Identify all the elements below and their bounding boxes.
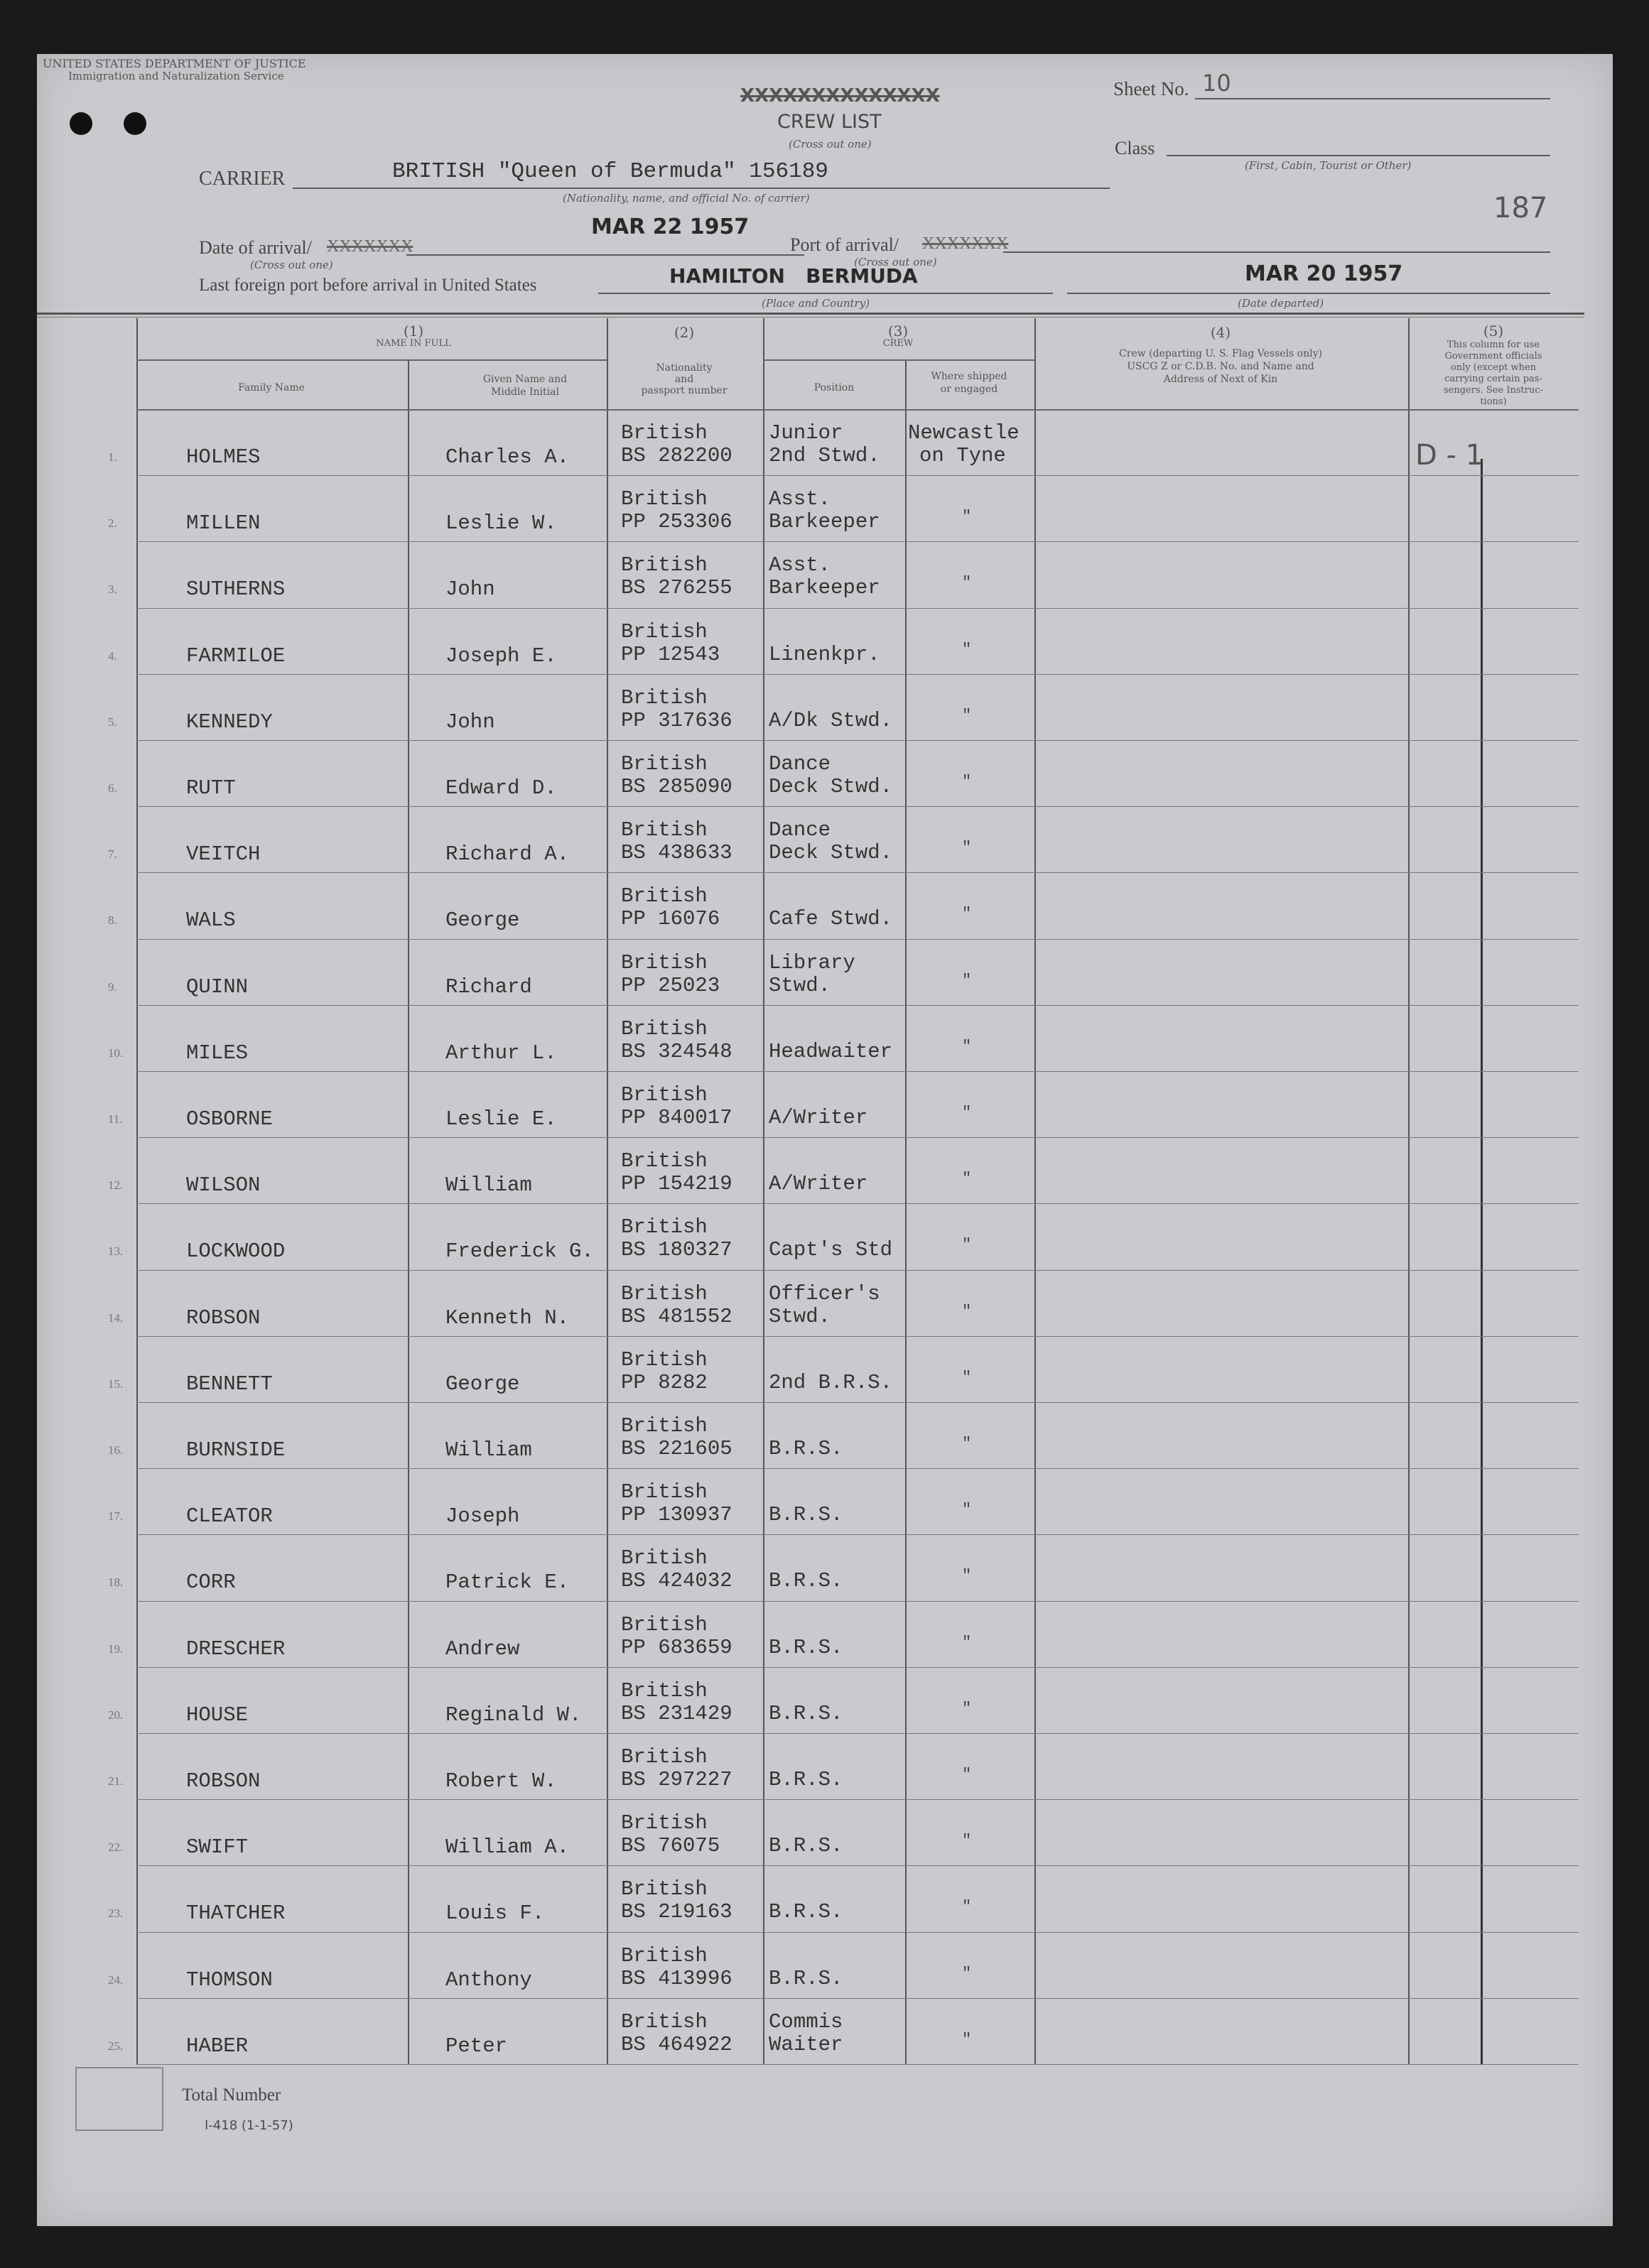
passport-number: PP 317636 (621, 708, 732, 732)
col5-line3: only (except when (1450, 362, 1537, 373)
col3a-header: Position (813, 382, 855, 394)
family-name: DRESCHER (186, 1637, 286, 1661)
table-row (37, 1468, 1584, 1534)
table-row (37, 608, 1584, 674)
row-number: 18. (108, 1575, 124, 1590)
top-rule (37, 313, 1584, 315)
shipped-ditto: " (962, 971, 972, 989)
shipped-ditto: " (962, 574, 972, 592)
given-name: Robert W. (445, 1769, 557, 1793)
position-line2: Stwd. (769, 1304, 831, 1328)
table-row (37, 1203, 1584, 1269)
list-type-hint: (Cross out one) (789, 138, 872, 151)
shipped-ditto: " (962, 773, 972, 791)
row-number: 8. (108, 913, 117, 928)
row-number: 1. (108, 450, 117, 464)
row-number: 16. (108, 1443, 124, 1457)
given-name: Anthony (445, 1968, 532, 1992)
col5-number: (5) (1483, 322, 1504, 340)
family-name: MILLEN (186, 511, 261, 536)
row-number: 21. (108, 1774, 124, 1788)
position-line1: Asst. (769, 487, 831, 511)
grid-header-line (136, 359, 607, 361)
row-number: 22. (108, 1840, 124, 1855)
shipped-ditto: " (962, 1567, 972, 1585)
col2-number: (2) (674, 324, 695, 341)
col1-number: (1) (403, 322, 424, 340)
col3b-header-line1: Where shipped (931, 371, 1007, 382)
shipped-ditto: " (962, 1368, 972, 1387)
row-divider (136, 2064, 1579, 2065)
shipped-ditto: " (962, 1037, 972, 1056)
carrier-value: BRITISH "Queen of Bermuda" 156189 (392, 159, 828, 184)
given-name: Frederick G. (445, 1239, 594, 1264)
row-number: 9. (108, 980, 117, 994)
position-line2: Barkeeper (769, 576, 880, 600)
shipped-ditto: " (962, 508, 972, 526)
nationality: British (621, 1678, 708, 1703)
punch-hole-right (124, 112, 146, 135)
given-name: Joseph E. (445, 644, 557, 668)
position-line2: A/Writer (769, 1172, 868, 1196)
position-line2: Barkeeper (769, 510, 880, 534)
family-name: THOMSON (186, 1968, 273, 1992)
row-number: 2. (108, 516, 117, 531)
family-name: BENNETT (186, 1372, 273, 1396)
position-line1: Dance (769, 818, 831, 842)
carrier-hint: (Nationality, name, and official No. of carrier) (563, 192, 810, 205)
position-line2: Linenkpr. (769, 642, 880, 666)
passport-number: PP 12543 (621, 642, 720, 666)
given-name: Andrew (445, 1637, 520, 1661)
family-name: LOCKWOOD (186, 1239, 286, 1264)
shipped-ditto: " (962, 1898, 972, 1916)
shipped-ditto: " (962, 1104, 972, 1122)
family-name: ROBSON (186, 1306, 261, 1330)
position-line2: 2nd B.R.S. (769, 1370, 893, 1394)
last-port-label: Last foreign port before arrival in United States (199, 276, 537, 295)
row-number: 25. (108, 2039, 124, 2053)
grid-header-line (763, 359, 1034, 361)
family-name: WALS (186, 908, 236, 933)
passport-number: BS 219163 (621, 1900, 732, 1924)
position-line1: Junior (769, 421, 843, 445)
arrival-date-line (406, 254, 804, 256)
table-row (37, 475, 1584, 541)
given-name: John (445, 710, 495, 734)
shipped-ditto: " (962, 839, 972, 857)
row-number: 12. (108, 1178, 124, 1193)
given-name: Peter (445, 2034, 508, 2058)
col5-line5: sengers. See Instruc- (1444, 385, 1543, 396)
position-line2: A/Writer (769, 1106, 868, 1129)
table-row (37, 1534, 1584, 1600)
row-number: 11. (108, 1112, 123, 1126)
passport-number: PP 154219 (621, 1172, 732, 1196)
col4-line1: Crew (departing U. S. Flag Vessels only) (1119, 348, 1322, 359)
given-name: William (445, 1173, 532, 1198)
shipped-ditto: " (962, 1236, 972, 1254)
table-row (37, 1336, 1584, 1402)
position-line2: B.R.S. (769, 1900, 843, 1924)
passport-number: BS 285090 (621, 775, 732, 798)
nationality: British (621, 1811, 708, 1835)
table-row (37, 1799, 1584, 1865)
passport-number: BS 231429 (621, 1701, 732, 1725)
position-line2: B.R.S. (769, 1569, 843, 1593)
carrier-line (293, 188, 1110, 189)
nationality: British (621, 1612, 708, 1637)
family-name: THATCHER (186, 1901, 286, 1926)
passport-number: BS 438633 (621, 841, 732, 865)
nationality: British (621, 1414, 708, 1438)
col5-line6: tions) (1480, 396, 1507, 407)
shipped-ditto: " (962, 640, 972, 658)
passport-number: BS 221605 (621, 1437, 732, 1460)
shipped-line1: Newcastle (908, 421, 1020, 445)
position-line2: B.R.S. (769, 1768, 843, 1791)
family-name: HOUSE (186, 1703, 249, 1727)
shipped-ditto: " (962, 1302, 972, 1320)
col1b-header-line1: Given Name and (482, 374, 568, 385)
family-name: OSBORNE (186, 1107, 273, 1131)
row-number: 4. (108, 649, 117, 663)
row-number: 17. (108, 1509, 124, 1524)
table-row (37, 1270, 1584, 1336)
family-name: SWIFT (186, 1835, 249, 1860)
given-name: Charles A. (445, 445, 570, 469)
class-hint: (First, Cabin, Tourist or Other) (1245, 159, 1412, 172)
table-row (37, 1005, 1584, 1071)
port-label: Port of arrival/ (790, 234, 899, 255)
position-line1: Commis (769, 2009, 843, 2034)
nationality: British (621, 1347, 708, 1372)
row-number: 20. (108, 1708, 124, 1722)
given-name: William (445, 1438, 532, 1462)
departed-line (1067, 293, 1550, 294)
family-name: CLEATOR (186, 1504, 273, 1529)
last-port-line (598, 293, 1053, 294)
position-line2: Capt's Std (769, 1238, 893, 1262)
col1b-header-line2: Middle Initial (491, 386, 559, 398)
position-line2: A/Dk Stwd. (769, 708, 893, 732)
position-line1: Asst. (769, 553, 831, 577)
departed-value: MAR 20 1957 (1245, 261, 1403, 286)
family-name: HOLMES (186, 445, 261, 469)
shipped-ditto: " (962, 1699, 972, 1718)
total-box (75, 2067, 163, 2131)
arrival-date-hint: (Cross out one) (250, 259, 333, 271)
given-name: Arthur L. (445, 1041, 557, 1065)
table-row (37, 1865, 1584, 1931)
nationality: British (621, 2009, 708, 2034)
col2-line3: passport number (641, 385, 728, 396)
nationality: British (621, 619, 708, 644)
agency-line1: UNITED STATES DEPARTMENT OF JUSTICE (43, 57, 306, 70)
col1a-header: Family Name (238, 382, 305, 394)
position-line2: Deck Stwd. (769, 775, 893, 798)
row-number: 3. (108, 582, 117, 597)
passport-number: BS 424032 (621, 1569, 732, 1593)
given-name: Louis F. (445, 1901, 545, 1926)
position-line2: Stwd. (769, 973, 831, 997)
nationality: British (621, 1215, 708, 1239)
position-line2: B.R.S. (769, 1503, 843, 1527)
given-name: Edward D. (445, 776, 557, 800)
sheet-number: 10 (1202, 70, 1231, 97)
nationality: British (621, 1016, 708, 1041)
col4-line3: Address of Next of Kin (1163, 374, 1278, 385)
family-name: CORR (186, 1570, 236, 1595)
col5-line2: Government officials (1444, 351, 1542, 362)
shipped-ditto: " (962, 1501, 972, 1519)
passport-number: BS 76075 (621, 1834, 720, 1858)
col3-number: (3) (887, 322, 909, 340)
passport-number: PP 683659 (621, 1635, 732, 1659)
nationality: British (621, 752, 708, 776)
class-line (1167, 155, 1550, 156)
row-number: 6. (108, 781, 117, 795)
nationality: British (621, 1149, 708, 1173)
nationality: British (621, 818, 708, 842)
table-row (37, 1071, 1584, 1137)
given-name: George (445, 908, 520, 933)
position-line2: Deck Stwd. (769, 841, 893, 865)
position-line1: Library (769, 950, 855, 975)
position-line1: Dance (769, 752, 831, 776)
form-number: I-418 (1-1-57) (205, 2118, 293, 2133)
table-row (37, 939, 1584, 1005)
given-name: John (445, 577, 495, 602)
family-name: KENNEDY (186, 710, 273, 734)
family-name: BURNSIDE (186, 1438, 286, 1462)
arrival-date-value: MAR 22 1957 (591, 215, 750, 239)
family-name: MILES (186, 1041, 249, 1065)
shipped-ditto: " (962, 1832, 972, 1850)
sheet-label: Sheet No. (1113, 78, 1189, 99)
passport-number: PP 253306 (621, 510, 732, 534)
row-number: 15. (108, 1377, 124, 1391)
agency-line2: Immigration and Naturalization Service (68, 70, 284, 82)
arrival-date-label: Date of arrival/ (199, 237, 312, 258)
place-hint: (Place and Country) (762, 297, 870, 310)
row-number: 19. (108, 1642, 124, 1656)
given-name: Joseph (445, 1504, 520, 1529)
position-line2: Waiter (769, 2032, 843, 2056)
nationality: British (621, 1480, 708, 1504)
shipped-ditto: " (962, 1964, 972, 1982)
family-name: WILSON (186, 1173, 261, 1198)
port-line (1003, 251, 1550, 253)
row-number: 5. (108, 715, 117, 729)
nationality: British (621, 1546, 708, 1570)
passport-number: BS 180327 (621, 1238, 732, 1262)
nationality: British (621, 1083, 708, 1107)
position-line2: Cafe Stwd. (769, 907, 893, 931)
nationality: British (621, 1943, 708, 1968)
sheet-line (1195, 98, 1550, 99)
passport-number: PP 840017 (621, 1106, 732, 1129)
col5-annotation: D - 1 (1415, 439, 1484, 472)
row-number: 24. (108, 1973, 124, 1987)
port-hint: (Cross out one) (854, 256, 937, 268)
given-name: Leslie E. (445, 1107, 557, 1131)
shipped-ditto: " (962, 1766, 972, 1784)
family-name: RUTT (186, 776, 236, 800)
shipped-ditto: " (962, 2030, 972, 2049)
position-line2: B.R.S. (769, 1635, 843, 1659)
family-name: QUINN (186, 975, 249, 999)
col3-title: CREW (882, 338, 914, 349)
shipped-ditto: " (962, 1633, 972, 1651)
nationality: British (621, 950, 708, 975)
col5-line1: This column for use (1447, 340, 1540, 350)
nationality: British (621, 1745, 708, 1769)
col4-number: (4) (1210, 324, 1231, 341)
row-number: 23. (108, 1906, 124, 1921)
col5-line4: carrying certain pas- (1444, 374, 1542, 384)
table-row (37, 740, 1584, 806)
punch-hole-left (70, 112, 92, 135)
position-line2: Headwaiter (769, 1039, 893, 1063)
col2-line1: Nationality (656, 362, 713, 374)
list-type-struck: XXXXXXXXXXXXXX (740, 85, 940, 107)
table-row (37, 1932, 1584, 1998)
passport-number: BS 481552 (621, 1304, 732, 1328)
list-type: CREW LIST (777, 111, 882, 133)
carrier-label: CARRIER (199, 168, 286, 190)
position-line2: B.R.S. (769, 1834, 843, 1858)
passport-number: PP 130937 (621, 1503, 732, 1527)
passport-number: BS 282200 (621, 444, 732, 467)
row-number: 7. (108, 847, 117, 862)
arrival-date-struck: XXXXXXX (327, 237, 413, 256)
given-name: George (445, 1372, 520, 1396)
passport-number: BS 413996 (621, 1966, 732, 1990)
table-row (37, 1402, 1584, 1468)
class-label: Class (1115, 138, 1155, 158)
shipped-line2: on Tyne (919, 444, 1006, 467)
table-row (37, 1137, 1584, 1203)
passport-number: BS 276255 (621, 576, 732, 600)
family-name: HABER (186, 2034, 249, 2058)
passport-number: BS 297227 (621, 1768, 732, 1791)
table-row (37, 1733, 1584, 1799)
nationality: British (621, 487, 708, 511)
row-number: 13. (108, 1244, 124, 1259)
given-name: Richard A. (445, 842, 570, 867)
shipped-ditto: " (962, 1435, 972, 1453)
position-line1: Officer's (769, 1281, 880, 1306)
table-row (37, 674, 1584, 740)
col1-title: NAME IN FULL (376, 338, 451, 349)
family-name: VEITCH (186, 842, 261, 867)
shipped-ditto: " (962, 1170, 972, 1188)
shipped-ditto: " (962, 905, 972, 923)
given-name: Kenneth N. (445, 1306, 570, 1330)
family-name: ROBSON (186, 1769, 261, 1793)
passport-number: PP 16076 (621, 907, 720, 931)
departed-hint: (Date departed) (1238, 297, 1324, 310)
family-name: SUTHERNS (186, 577, 286, 602)
port-struck: XXXXXXX (922, 234, 1009, 253)
table-row (37, 806, 1584, 872)
passport-number: PP 8282 (621, 1370, 708, 1394)
table-row (37, 1998, 1584, 2064)
nationality: British (621, 553, 708, 577)
passport-number: BS 464922 (621, 2032, 732, 2056)
table-row (37, 1601, 1584, 1667)
col2-line2: and (674, 374, 694, 385)
col3b-header-line2: or engaged (940, 384, 998, 395)
family-name: FARMILOE (186, 644, 286, 668)
col4-line2: USCG Z or C.D.B. No. and Name and (1127, 361, 1314, 372)
row-number: 14. (108, 1311, 124, 1325)
document-sheet (37, 54, 1613, 2226)
given-name: William A. (445, 1835, 570, 1860)
table-row (37, 872, 1584, 938)
given-name: Richard (445, 975, 532, 999)
shipped-ditto: " (962, 706, 972, 725)
given-name: Patrick E. (445, 1570, 570, 1595)
nationality: British (621, 685, 708, 710)
last-port-value: HAMILTON BERMUDA (669, 264, 918, 288)
table-row (37, 409, 1584, 475)
nationality: British (621, 884, 708, 908)
nationality: British (621, 1877, 708, 1901)
given-name: Leslie W. (445, 511, 557, 536)
total-label: Total Number (182, 2085, 281, 2105)
row-number: 10. (108, 1046, 124, 1060)
passport-number: PP 25023 (621, 973, 720, 997)
nationality: British (621, 1281, 708, 1306)
position-line2: B.R.S. (769, 1966, 843, 1990)
given-name: Reginald W. (445, 1703, 582, 1727)
position-line2: 2nd Stwd. (769, 444, 880, 467)
position-line2: B.R.S. (769, 1701, 843, 1725)
position-line2: B.R.S. (769, 1437, 843, 1460)
nationality: British (621, 421, 708, 445)
passport-number: BS 324548 (621, 1039, 732, 1063)
table-row (37, 1667, 1584, 1733)
page-number: 187 (1493, 192, 1548, 224)
top-rule-2 (37, 317, 1584, 318)
table-row (37, 541, 1584, 607)
